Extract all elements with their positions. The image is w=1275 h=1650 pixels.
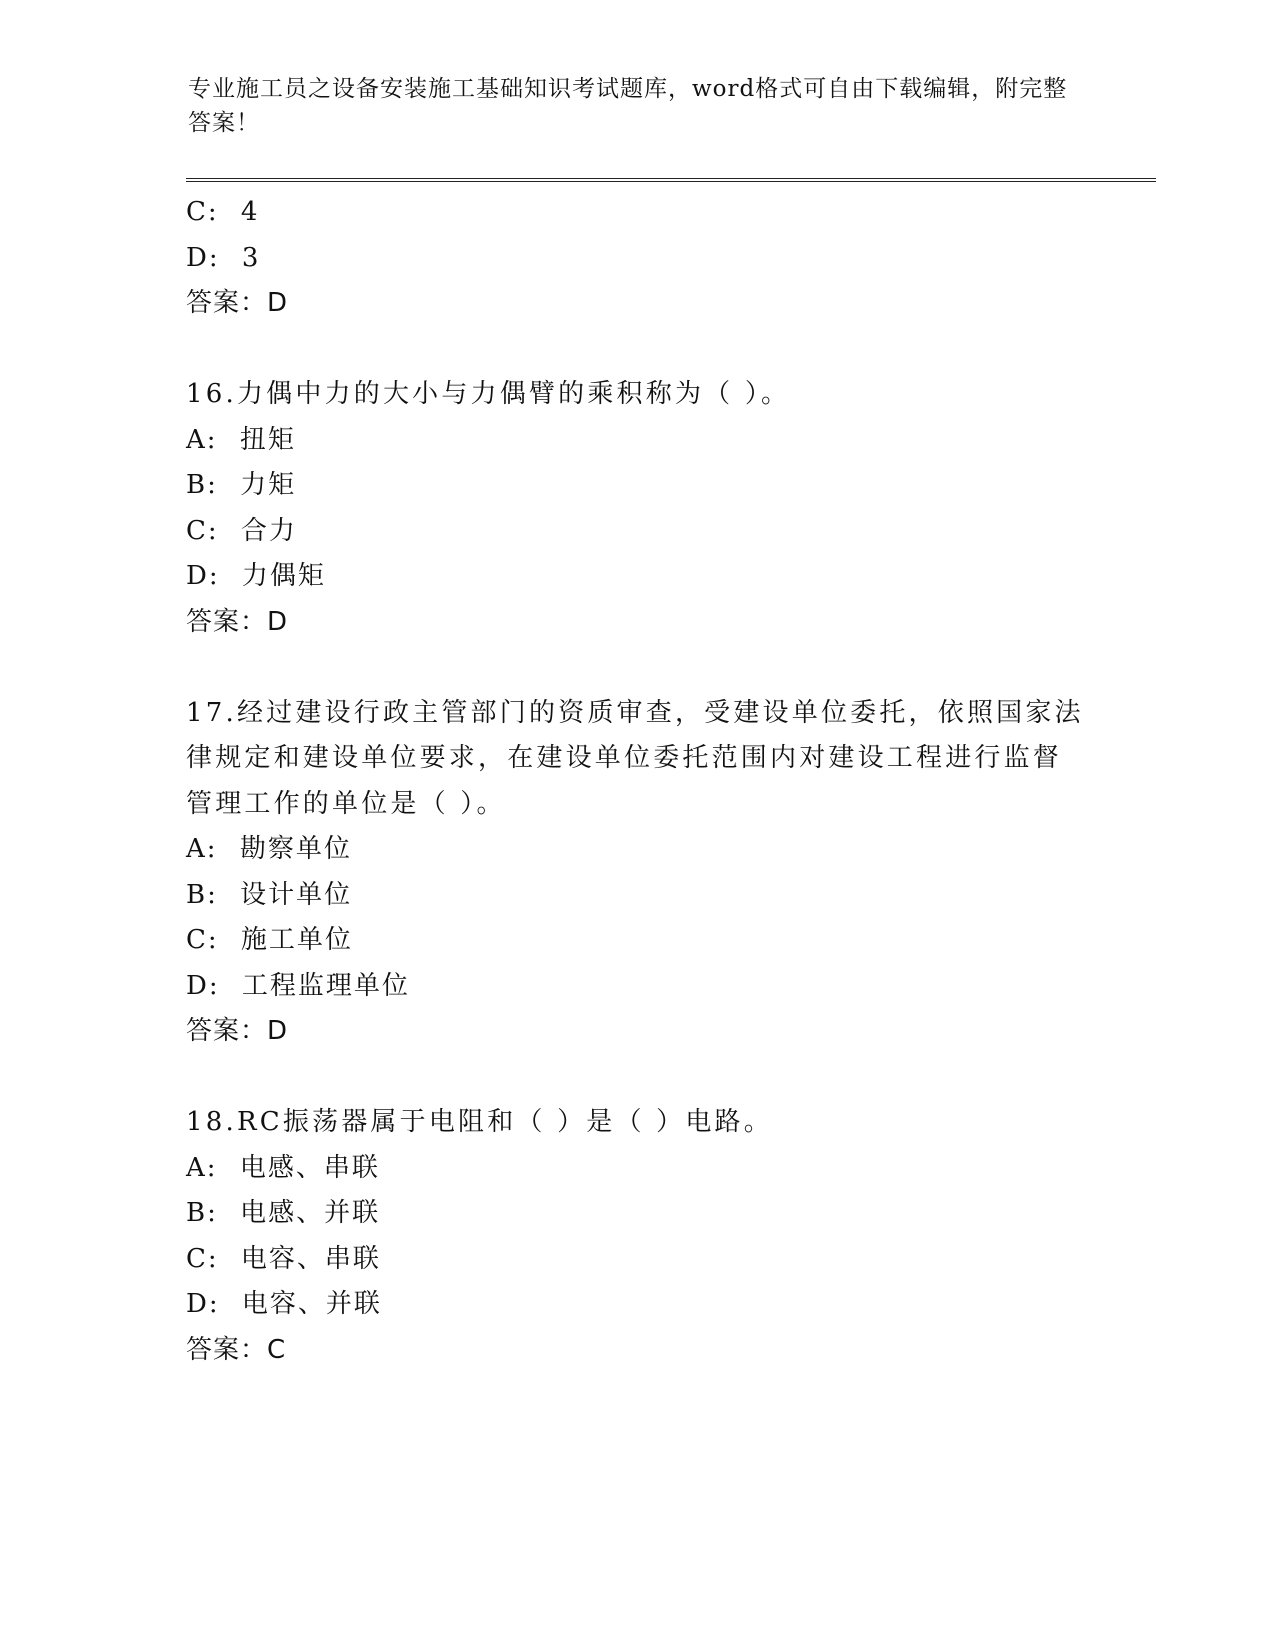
option-label: B:	[186, 879, 218, 910]
option-label: A:	[186, 1152, 218, 1183]
option-c	[186, 509, 1086, 555]
option-label: D:	[186, 1289, 220, 1319]
option-text: 电容、并联	[241, 1289, 382, 1319]
option-text: 力偶矩	[241, 561, 326, 591]
spacer	[186, 645, 1086, 691]
option-text: 3	[241, 242, 261, 273]
option-label: C:	[186, 925, 219, 955]
option-text: 施工单位	[240, 925, 353, 955]
option-label: C:	[186, 197, 219, 227]
option-a	[186, 827, 1086, 873]
option-text: 力矩	[240, 470, 297, 500]
spacer	[186, 1055, 1086, 1101]
page-header: 专业施工员之设备安装施工基础知识考试题库，word格式可自由下载编辑，附完整答案！	[188, 76, 1068, 136]
option-label: A:	[186, 424, 218, 455]
option-text: 电感、并联	[240, 1198, 381, 1228]
option-b	[186, 1191, 1086, 1237]
answer-line: 答案：D	[186, 288, 289, 318]
option-label: B:	[186, 1198, 218, 1228]
answer-line: 答案：D	[186, 606, 289, 637]
option-label: C:	[186, 515, 219, 546]
option-text: 电容、串联	[240, 1243, 381, 1274]
question-18	[186, 1100, 1086, 1373]
question-text: 18.RC振荡器属于电阻和（ ）是（ ）电路。	[186, 1107, 773, 1137]
option-text: 合力	[240, 515, 297, 546]
option-label: D:	[186, 242, 220, 273]
option-text: 设计单位	[240, 879, 353, 910]
answer-line: 答案：D	[186, 1016, 289, 1046]
answer-line: 答案：C	[186, 1334, 287, 1365]
option-b	[186, 873, 1086, 919]
option-d	[186, 236, 1086, 282]
spacer	[186, 327, 1086, 373]
question-16	[186, 372, 1086, 645]
option-d	[186, 554, 1086, 600]
header-divider	[186, 178, 1156, 182]
option-c	[186, 918, 1086, 964]
option-text: 工程监理单位	[241, 970, 410, 1001]
option-label: D:	[186, 970, 220, 1001]
question-text: 16.力偶中力的大小与力偶臂的乘积称为（ ）。	[186, 379, 791, 409]
option-d	[186, 1282, 1086, 1328]
question-17	[186, 691, 1086, 1055]
option-text: 电感、串联	[239, 1152, 380, 1183]
question-text: 17.经过建设行政主管部门的资质审查，受建设单位委托，依照国家法律规定和建设单位要求，在建设单位委托范围内对建设工程进行监督管理工作的单位是（ ）。	[186, 697, 1084, 819]
option-c	[186, 190, 1086, 236]
option-a	[186, 1146, 1086, 1192]
option-c	[186, 1237, 1086, 1283]
previous-question-continuation	[186, 190, 1086, 327]
option-label: D:	[186, 561, 220, 591]
option-text: 4	[240, 197, 260, 227]
option-a	[186, 418, 1086, 464]
option-d	[186, 964, 1086, 1010]
question-list	[186, 190, 1086, 1373]
option-text: 扭矩	[239, 424, 296, 455]
option-label: A:	[186, 834, 218, 864]
option-label: C:	[186, 1243, 219, 1274]
option-label: B:	[186, 470, 218, 500]
option-b	[186, 463, 1086, 509]
option-text: 勘察单位	[239, 834, 352, 864]
